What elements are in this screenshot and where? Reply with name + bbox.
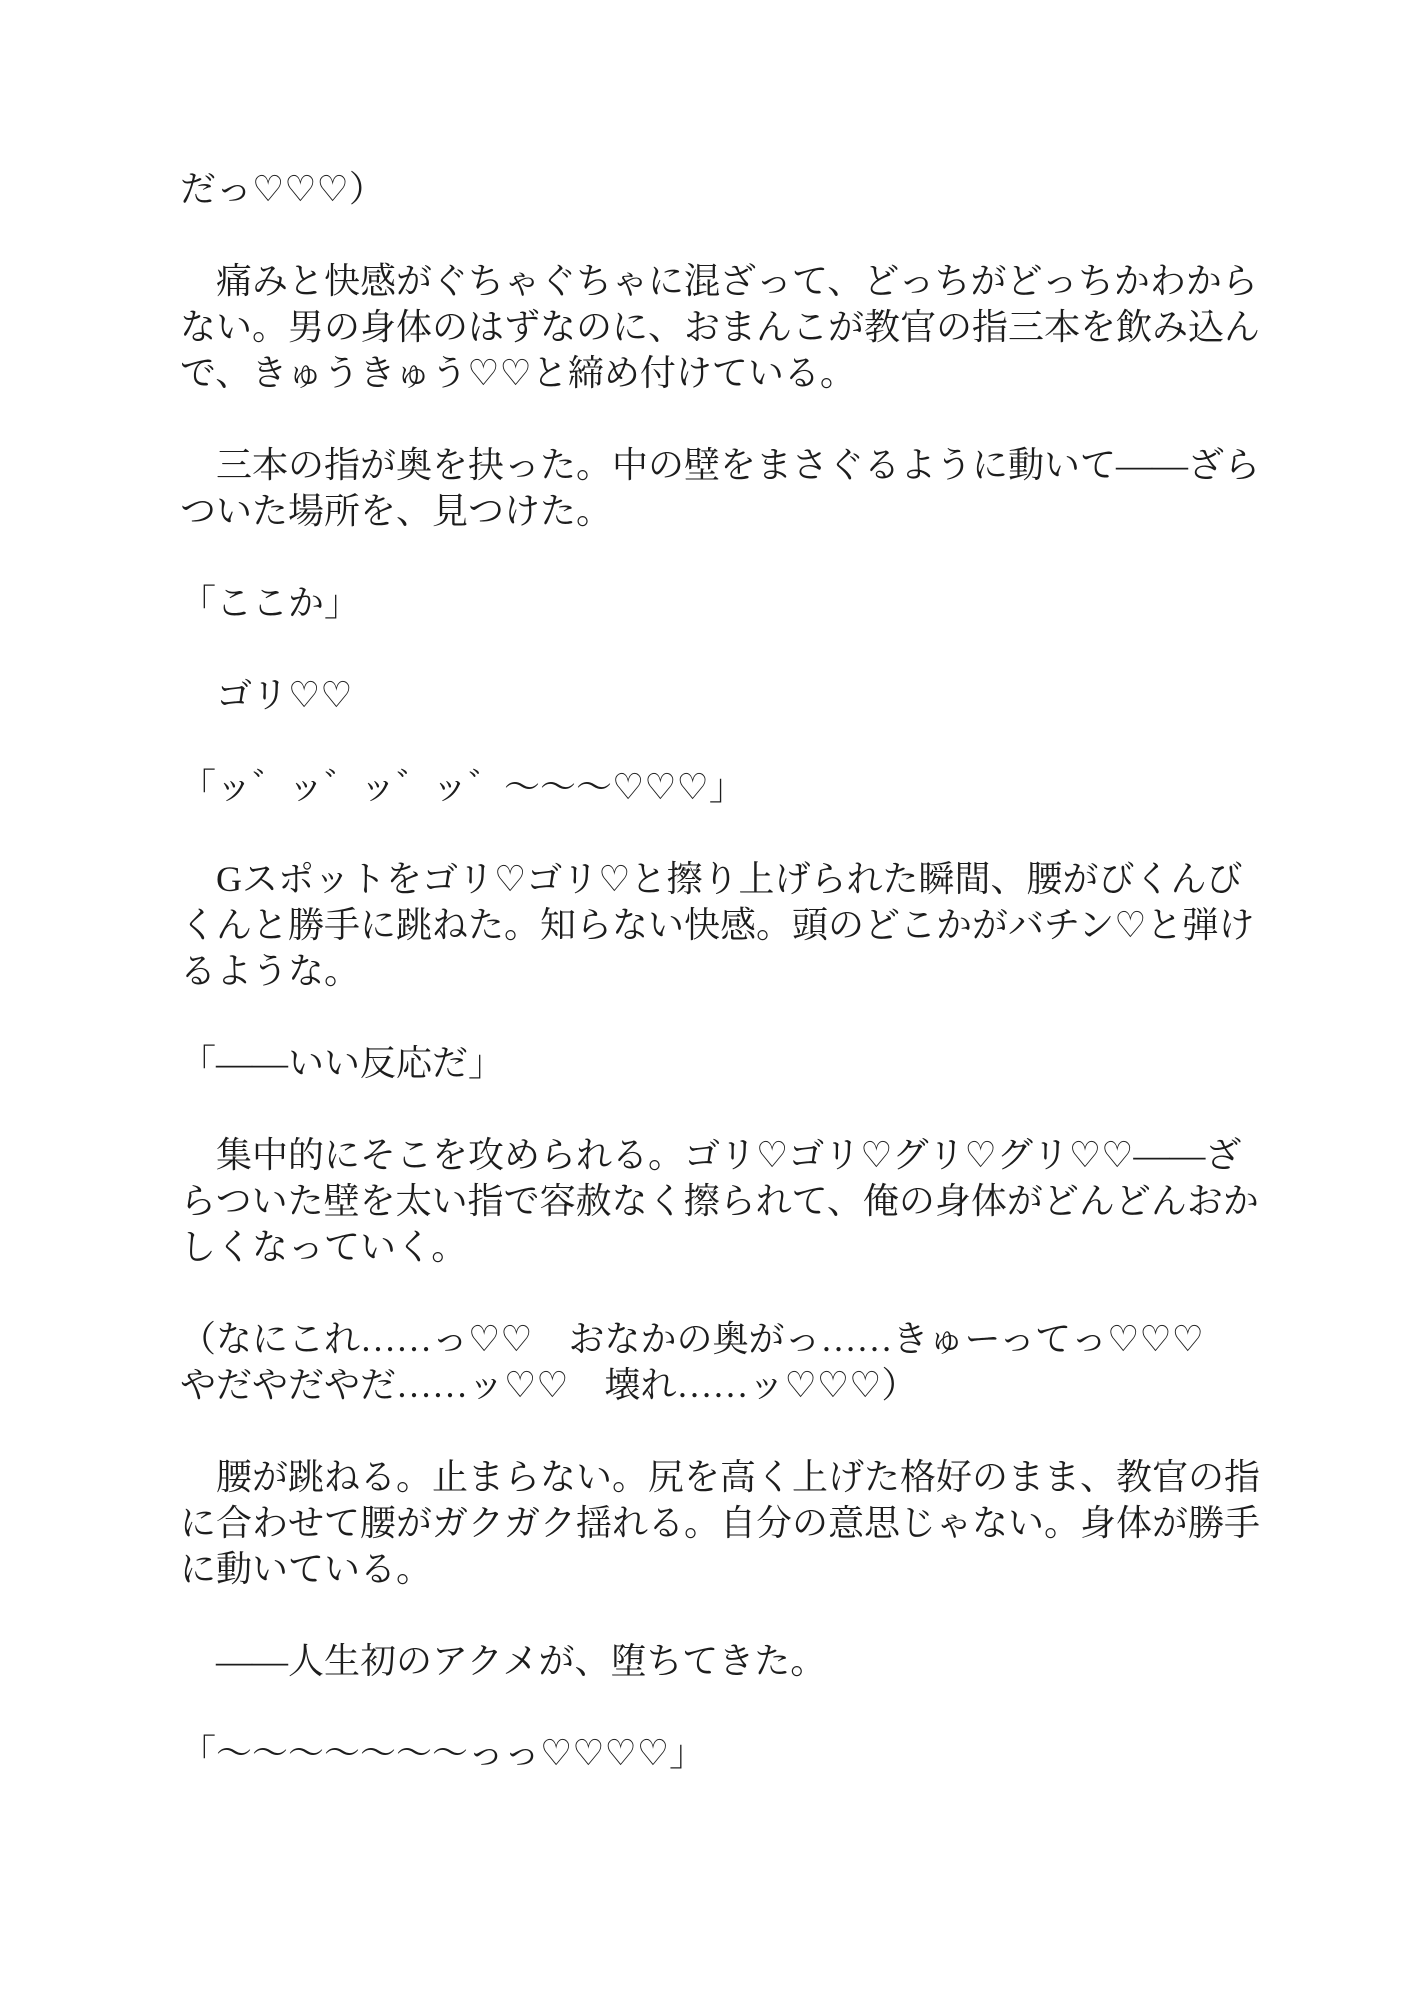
text-line: 集中的にそこを攻められる。ゴリ♡ゴリ♡グリ♡グリ♡♡——ざ — [216, 1135, 1242, 1175]
text-line: るような。 — [180, 951, 361, 991]
text-line: 腰が跳ねる。止まらない。尻を高く上げた格好のまま、教官の指 — [216, 1457, 1261, 1497]
text-line: Gスポットをゴリ♡ゴリ♡と擦り上げられた瞬間、腰がびくんび — [216, 859, 1243, 899]
text-line: に合わせて腰がガクガク揺れる。自分の意思じゃない。身体が勝手 — [180, 1503, 1261, 1543]
text-line: で、きゅうきゅう♡♡と締め付けている。 — [180, 353, 856, 393]
text-line: ——人生初のアクメが、堕ちてきた。 — [216, 1641, 827, 1681]
text-line: （なにこれ……っ♡♡ おなかの奥がっ……きゅーってっ♡♡♡ — [180, 1319, 1204, 1359]
text-line: ゴリ♡♡ — [216, 675, 353, 715]
text-line: 「ッ゛ッ゛ッ゛ッ゛～～～♡♡♡」 — [180, 767, 745, 807]
paragraph — [180, 1316, 1290, 1408]
paragraph — [180, 258, 1290, 396]
text-line: ついた場所を、見つけた。 — [180, 491, 613, 531]
text-line: らついた壁を太い指で容赦なく擦られて、俺の身体がどんどんおか — [180, 1181, 1259, 1221]
paragraph — [180, 166, 1290, 212]
text-line: やだやだやだ……ッ♡♡ 壊れ……ッ♡♡♡） — [180, 1365, 918, 1405]
paragraph — [180, 1040, 1290, 1086]
text-line: だっ♡♡♡） — [180, 169, 385, 209]
paragraph — [180, 1638, 1290, 1684]
text-line: 痛みと快感がぐちゃぐちゃに混ざって、どっちがどっちかわから — [216, 261, 1258, 301]
paragraph — [180, 580, 1290, 626]
paragraph — [180, 1454, 1290, 1592]
paragraph — [180, 442, 1290, 534]
text-line: ない。男の身体のはずなのに、おまんこが教官の指三本を飲み込ん — [180, 307, 1261, 347]
paragraph — [180, 1132, 1290, 1270]
text-line: 「～～～～～～～っっ♡♡♡♡」 — [180, 1733, 706, 1773]
paragraph — [180, 1730, 1290, 1776]
text-line: しくなっていく。 — [180, 1227, 468, 1267]
text-line: 「ここか」 — [180, 583, 361, 623]
text-line: 「——いい反応だ」 — [180, 1043, 505, 1083]
body-text — [180, 166, 1290, 1822]
text-line: に動いている。 — [180, 1549, 433, 1589]
paragraph — [180, 764, 1290, 810]
paragraph — [180, 672, 1290, 718]
paragraph — [180, 856, 1290, 994]
text-line: くんと勝手に跳ねた。知らない快感。頭のどこかがバチン♡と弾け — [180, 905, 1255, 945]
text-line: 三本の指が奥を抉った。中の壁をまさぐるように動いて——ざら — [216, 445, 1261, 485]
